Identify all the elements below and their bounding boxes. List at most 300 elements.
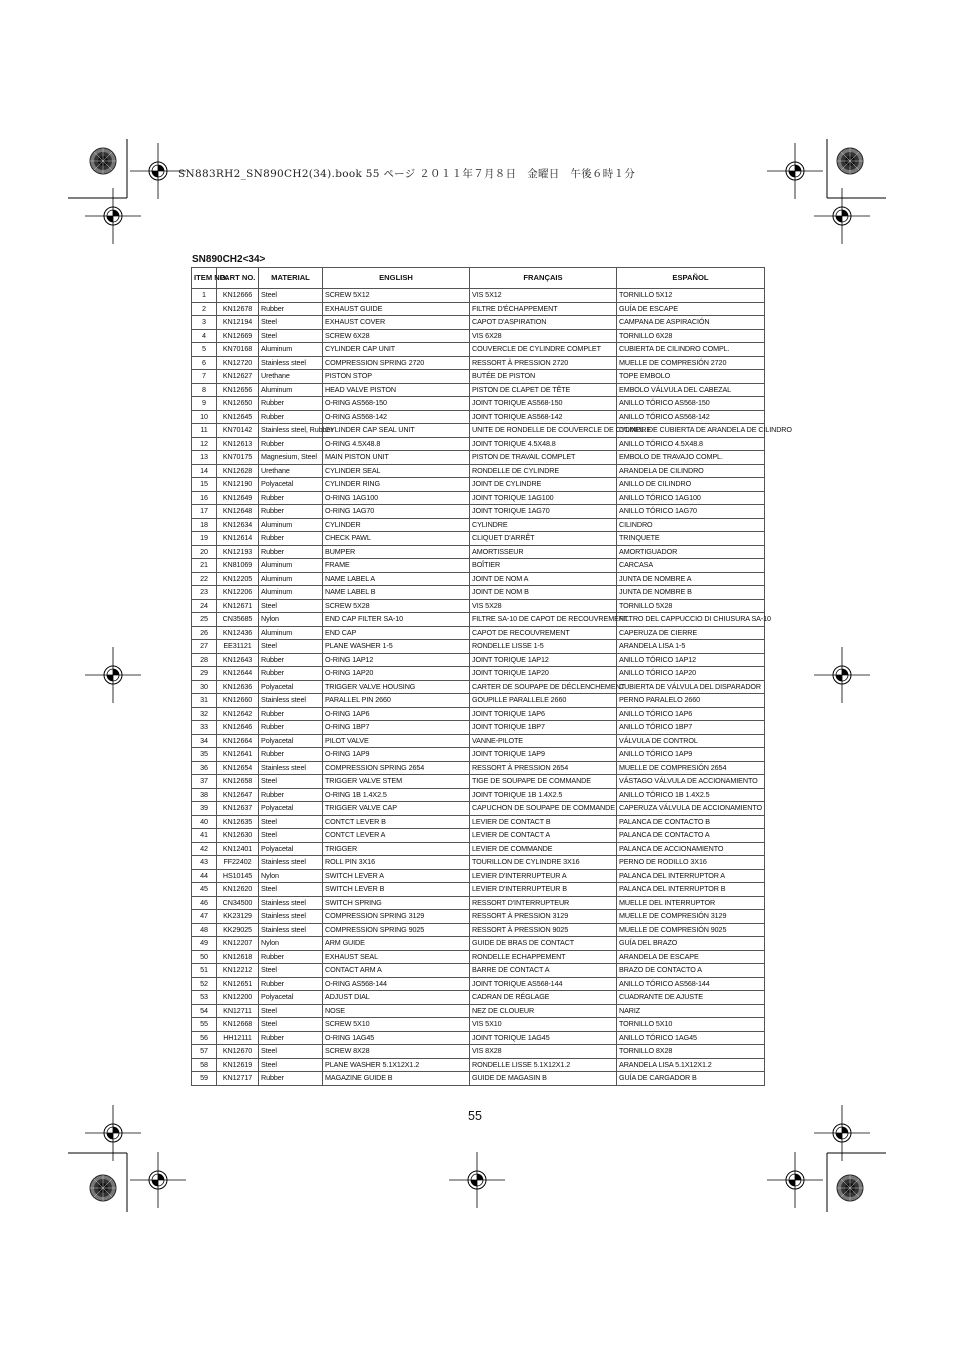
cell-item-no: 19 (192, 532, 217, 546)
table-row (192, 937, 765, 951)
cell-material: Rubber (259, 707, 323, 721)
cell-part-no: KN12194 (217, 316, 259, 330)
cell-francais: JOINT TORIQUE AS568-144 (470, 977, 617, 991)
cell-item-no: 53 (192, 991, 217, 1005)
cell-espanol: PALANCA DE CONTACTO A (617, 829, 765, 843)
cell-francais: RESSORT À PRESSION 9025 (470, 923, 617, 937)
table-row (192, 856, 765, 870)
cell-francais: VANNE-PILOTE (470, 734, 617, 748)
cell-part-no: KN12644 (217, 667, 259, 681)
table-row (192, 478, 765, 492)
table-row (192, 761, 765, 775)
cell-espanol: MUELLE DEL INTERRUPTOR (617, 896, 765, 910)
cell-part-no: KN81069 (217, 559, 259, 573)
cell-english: TRIGGER (323, 842, 470, 856)
cell-item-no: 3 (192, 316, 217, 330)
cell-francais: JOINT DE NOM B (470, 586, 617, 600)
cell-english: O-RING AS568-150 (323, 397, 470, 411)
cell-part-no: KN12717 (217, 1072, 259, 1086)
cell-material: Stainless steel, Rubber (259, 424, 323, 438)
cell-francais: JOINT TORIQUE 1AG45 (470, 1031, 617, 1045)
cell-english: ROLL PIN 3X16 (323, 856, 470, 870)
cell-item-no: 55 (192, 1018, 217, 1032)
table-row (192, 721, 765, 735)
cell-english: O-RING 1AG70 (323, 505, 470, 519)
cell-part-no: KN12620 (217, 883, 259, 897)
cell-english: COMPRESSION SPRING 2720 (323, 356, 470, 370)
cell-part-no: KN12190 (217, 478, 259, 492)
cell-english: SWITCH LEVER B (323, 883, 470, 897)
cell-english: CYLINDER SEAL (323, 464, 470, 478)
cell-item-no: 13 (192, 451, 217, 465)
cell-espanol: TORNILLO 5X10 (617, 1018, 765, 1032)
cell-espanol: ANILLO DE CILINDRO (617, 478, 765, 492)
cell-english: SCREW 5X12 (323, 289, 470, 303)
table-row (192, 775, 765, 789)
cell-francais: GUIDE DE MAGASIN B (470, 1072, 617, 1086)
cell-francais: LEVIER DE CONTACT A (470, 829, 617, 843)
cell-part-no: KN12664 (217, 734, 259, 748)
table-row (192, 694, 765, 708)
cell-espanol: ANILLO TÓRICO 1AP6 (617, 707, 765, 721)
table-row (192, 316, 765, 330)
cell-material: Stainless steel (259, 910, 323, 924)
cell-material: Rubber (259, 748, 323, 762)
cell-english: TRIGGER VALVE CAP (323, 802, 470, 816)
cell-francais: PISTON DE CLAPET DE TÊTE (470, 383, 617, 397)
cell-item-no: 41 (192, 829, 217, 843)
table-row (192, 869, 765, 883)
cell-espanol: ANILLO TÓRICO AS568-150 (617, 397, 765, 411)
cell-part-no: KN12618 (217, 950, 259, 964)
cell-espanol: CILINDRO (617, 518, 765, 532)
cell-francais: JOINT TORIQUE 1AP12 (470, 653, 617, 667)
cell-espanol: ANILLO TÓRICO 1AG100 (617, 491, 765, 505)
cell-part-no: KN12650 (217, 397, 259, 411)
table-row (192, 329, 765, 343)
cell-espanol: TORNILLO 6X28 (617, 329, 765, 343)
cell-english: EXHAUST COVER (323, 316, 470, 330)
cell-english: O-RING 1B 1.4X2.5 (323, 788, 470, 802)
table-row (192, 653, 765, 667)
cell-english: NOSE (323, 1004, 470, 1018)
cell-espanol: TORNILLO 8X28 (617, 1045, 765, 1059)
table-row (192, 788, 765, 802)
cell-item-no: 50 (192, 950, 217, 964)
cell-espanol: MUELLE DE COMPRESIÓN 2720 (617, 356, 765, 370)
table-row (192, 991, 765, 1005)
cell-item-no: 29 (192, 667, 217, 681)
cell-item-no: 39 (192, 802, 217, 816)
cell-item-no: 32 (192, 707, 217, 721)
parts-table-body (192, 289, 792, 1086)
col-header-material: MATERIAL (259, 268, 323, 289)
cell-material: Rubber (259, 397, 323, 411)
cell-espanol: CAPERUZA VÁLVULA DE ACCIONAMIENTO (617, 802, 765, 816)
cell-espanol: AMORTIGUADOR (617, 545, 765, 559)
cell-part-no: KN12658 (217, 775, 259, 789)
cell-espanol: CUBIERTA DE CILINDRO COMPL. (617, 343, 765, 357)
cell-english: BUMPER (323, 545, 470, 559)
cell-material: Rubber (259, 437, 323, 451)
cell-francais: LEVIER DE CONTACT B (470, 815, 617, 829)
cell-espanol: ANILLO TÓRICO 1AP9 (617, 748, 765, 762)
cell-espanol: TORNILLO 5X12 (617, 289, 765, 303)
cell-material: Steel (259, 829, 323, 843)
cell-espanol: BRAZO DE CONTACTO A (617, 964, 765, 978)
table-row (192, 842, 765, 856)
cell-english: CYLINDER CAP SEAL UNIT (323, 424, 470, 438)
cell-francais: RESSORT À PRESSION 3129 (470, 910, 617, 924)
cell-english: SWITCH LEVER A (323, 869, 470, 883)
table-row (192, 532, 765, 546)
cell-material: Rubber (259, 653, 323, 667)
cell-material: Steel (259, 775, 323, 789)
cell-part-no: KN12614 (217, 532, 259, 546)
cell-material: Rubber (259, 977, 323, 991)
cell-part-no: KN12647 (217, 788, 259, 802)
cell-item-no: 57 (192, 1045, 217, 1059)
table-row (192, 802, 765, 816)
cell-part-no: KN12193 (217, 545, 259, 559)
cell-espanol: ANILLO TÓRICO 1AG70 (617, 505, 765, 519)
cell-material: Rubber (259, 505, 323, 519)
cell-francais: RONDELLE DE CYLINDRE (470, 464, 617, 478)
cell-part-no: KN12711 (217, 1004, 259, 1018)
cell-item-no: 24 (192, 599, 217, 613)
cell-item-no: 9 (192, 397, 217, 411)
cell-part-no: KN12666 (217, 289, 259, 303)
cell-item-no: 58 (192, 1058, 217, 1072)
cell-item-no: 49 (192, 937, 217, 951)
table-row (192, 572, 765, 586)
cell-english: O-RING 1AP6 (323, 707, 470, 721)
cell-item-no: 42 (192, 842, 217, 856)
col-header-espanol: ESPAÑOL (617, 268, 765, 289)
table-row (192, 1018, 765, 1032)
table-row (192, 505, 765, 519)
table-row (192, 437, 765, 451)
cell-material: Steel (259, 329, 323, 343)
cell-material: Stainless steel (259, 856, 323, 870)
cell-english: EXHAUST GUIDE (323, 302, 470, 316)
cell-part-no: KN12678 (217, 302, 259, 316)
cell-english: CONTCT LEVER B (323, 815, 470, 829)
cell-english: TRIGGER VALVE HOUSING (323, 680, 470, 694)
cell-francais: JOINT TORIQUE AS568-142 (470, 410, 617, 424)
cell-english: NAME LABEL A (323, 572, 470, 586)
cell-material: Steel (259, 1058, 323, 1072)
cell-francais: GOUPILLE PARALLELE 2660 (470, 694, 617, 708)
cell-item-no: 51 (192, 964, 217, 978)
table-row (192, 410, 765, 424)
cell-espanol: FILTRO DEL CAPPUCCIO DI CHIUSURA SA-10 (617, 613, 765, 627)
table-row (192, 815, 765, 829)
cell-item-no: 15 (192, 478, 217, 492)
cell-espanol: GUÍA DEL BRAZO (617, 937, 765, 951)
cell-espanol: ANILLO TÓRICO 1AG45 (617, 1031, 765, 1045)
cell-francais: BUTÉE DE PISTON (470, 370, 617, 384)
document-title: SN890CH2<34> (192, 254, 266, 265)
cell-part-no: KN12669 (217, 329, 259, 343)
cell-item-no: 36 (192, 761, 217, 775)
cell-francais: PISTON DE TRAVAIL COMPLET (470, 451, 617, 465)
cell-francais: VIS 5X28 (470, 599, 617, 613)
table-row (192, 383, 765, 397)
cell-item-no: 56 (192, 1031, 217, 1045)
cell-espanol: CAPERUZA DE CIERRE (617, 626, 765, 640)
cell-francais: JOINT TORIQUE 1AP9 (470, 748, 617, 762)
table-row (192, 370, 765, 384)
cell-part-no: KN12649 (217, 491, 259, 505)
cell-item-no: 18 (192, 518, 217, 532)
cell-espanol: EMBOLO DE TRAVAJO COMPL. (617, 451, 765, 465)
cell-espanol: ANILLO TÓRICO 1AP20 (617, 667, 765, 681)
cell-material: Stainless steel (259, 896, 323, 910)
col-header-item-no: ITEM NO. (192, 268, 217, 289)
cell-francais: JOINT DE NOM A (470, 572, 617, 586)
corner-marks-top-right (767, 139, 886, 244)
table-row (192, 829, 765, 843)
cell-francais: FILTRE D'ÉCHAPPEMENT (470, 302, 617, 316)
cell-francais: CARTER DE SOUPAPE DE DÉCLENCHEMENT (470, 680, 617, 694)
cell-english: O-RING AS568-144 (323, 977, 470, 991)
cell-part-no: KN12630 (217, 829, 259, 843)
cell-item-no: 44 (192, 869, 217, 883)
cell-francais: TOURILLON DE CYLINDRE 3X16 (470, 856, 617, 870)
cell-espanol: ANILLO TÓRICO 1AP12 (617, 653, 765, 667)
cell-item-no: 16 (192, 491, 217, 505)
cell-material: Steel (259, 815, 323, 829)
table-row (192, 680, 765, 694)
cell-item-no: 1 (192, 289, 217, 303)
cell-espanol: TRINQUETE (617, 532, 765, 546)
cell-espanol: ANILLO TÓRICO 1B 1.4X2.5 (617, 788, 765, 802)
cell-item-no: 2 (192, 302, 217, 316)
cell-material: Aluminum (259, 559, 323, 573)
table-row (192, 302, 765, 316)
cell-item-no: 47 (192, 910, 217, 924)
cell-francais: RESSORT D'INTERRUPTEUR (470, 896, 617, 910)
cell-part-no: KN12720 (217, 356, 259, 370)
cell-francais: VIS 5X10 (470, 1018, 617, 1032)
cell-part-no: KK23129 (217, 910, 259, 924)
table-row (192, 491, 765, 505)
cell-part-no: EE31121 (217, 640, 259, 654)
cell-espanol: PALANCA DE CONTACTO B (617, 815, 765, 829)
cell-item-no: 33 (192, 721, 217, 735)
cell-item-no: 43 (192, 856, 217, 870)
cell-english: ARM GUIDE (323, 937, 470, 951)
cell-espanol: MUELLE DE COMPRESIÓN 9025 (617, 923, 765, 937)
cell-part-no: KN12642 (217, 707, 259, 721)
table-row (192, 613, 765, 627)
cell-espanol: TORNILLO 5X28 (617, 599, 765, 613)
table-row (192, 1058, 765, 1072)
table-row (192, 964, 765, 978)
cell-francais: CAPOT D'ASPIRATION (470, 316, 617, 330)
cell-material: Steel (259, 883, 323, 897)
cell-material: Stainless steel (259, 694, 323, 708)
cell-english: PLANE WASHER 1-5 (323, 640, 470, 654)
table-row (192, 1031, 765, 1045)
cell-material: Steel (259, 289, 323, 303)
cell-english: ADJUST DIAL (323, 991, 470, 1005)
table-row (192, 289, 765, 303)
cell-francais: JOINT TORIQUE 1BP7 (470, 721, 617, 735)
cell-item-no: 11 (192, 424, 217, 438)
cell-part-no: KN12648 (217, 505, 259, 519)
cell-material: Nylon (259, 869, 323, 883)
table-row (192, 599, 765, 613)
table-row (192, 1004, 765, 1018)
cell-francais: RESSORT À PRESSION 2720 (470, 356, 617, 370)
cell-english: END CAP (323, 626, 470, 640)
cell-english: O-RING 1AP9 (323, 748, 470, 762)
cell-part-no: KN12637 (217, 802, 259, 816)
cell-english: SCREW 5X28 (323, 599, 470, 613)
cell-material: Steel (259, 640, 323, 654)
cell-item-no: 23 (192, 586, 217, 600)
cell-part-no: KN12619 (217, 1058, 259, 1072)
cell-material: Steel (259, 1018, 323, 1032)
cell-espanol: GUÍA DE CARGADOR B (617, 1072, 765, 1086)
cell-francais: CLIQUET D'ARRÊT (470, 532, 617, 546)
cell-francais: JOINT TORIQUE 1AG70 (470, 505, 617, 519)
cell-francais: LEVIER D'INTERRUPTEUR A (470, 869, 617, 883)
table-row (192, 424, 765, 438)
cell-francais: NEZ DE CLOUEUR (470, 1004, 617, 1018)
cell-material: Rubber (259, 721, 323, 735)
table-row (192, 667, 765, 681)
cell-item-no: 40 (192, 815, 217, 829)
cell-part-no: KN70142 (217, 424, 259, 438)
cell-material: Aluminum (259, 518, 323, 532)
cell-english: COMPRESSION SPRING 2654 (323, 761, 470, 775)
cell-english: MAIN PISTON UNIT (323, 451, 470, 465)
cell-material: Polyacetal (259, 802, 323, 816)
cell-part-no: KK29025 (217, 923, 259, 937)
cell-english: END CAP FILTER SA-10 (323, 613, 470, 627)
cell-espanol: JUNTA DE NOMBRE B (617, 586, 765, 600)
cell-francais: BOÎTIER (470, 559, 617, 573)
cell-english: SWITCH SPRING (323, 896, 470, 910)
cell-espanol: JUNTA DE NOMBRE A (617, 572, 765, 586)
cell-item-no: 5 (192, 343, 217, 357)
cell-part-no: HH12111 (217, 1031, 259, 1045)
cell-english: O-RING AS568-142 (323, 410, 470, 424)
cell-part-no: KN12671 (217, 599, 259, 613)
cell-espanol: CAMPANA DE ASPIRACIÓN (617, 316, 765, 330)
col-header-francais: FRANÇAIS (470, 268, 617, 289)
cell-material: Steel (259, 599, 323, 613)
cell-material: Nylon (259, 937, 323, 951)
cell-item-no: 20 (192, 545, 217, 559)
cell-english: HEAD VALVE PISTON (323, 383, 470, 397)
col-header-english: ENGLISH (323, 268, 470, 289)
cell-material: Rubber (259, 545, 323, 559)
cell-material: Aluminum (259, 383, 323, 397)
cell-item-no: 54 (192, 1004, 217, 1018)
cell-english: O-RING 1BP7 (323, 721, 470, 735)
cell-part-no: KN12668 (217, 1018, 259, 1032)
table-row (192, 518, 765, 532)
cell-part-no: KN12670 (217, 1045, 259, 1059)
cell-part-no: KN12634 (217, 518, 259, 532)
cell-material: Stainless steel (259, 761, 323, 775)
cell-material: Steel (259, 964, 323, 978)
cell-item-no: 48 (192, 923, 217, 937)
cell-english: O-RING 1AP20 (323, 667, 470, 681)
table-row (192, 545, 765, 559)
cell-francais: COUVERCLE DE CYLINDRE COMPLET (470, 343, 617, 357)
cell-material: Stainless steel (259, 356, 323, 370)
table-row (192, 896, 765, 910)
cell-espanol: PERNO PARALELO 2660 (617, 694, 765, 708)
cell-english: O-RING 1AP12 (323, 653, 470, 667)
cell-part-no: HS10145 (217, 869, 259, 883)
cell-item-no: 6 (192, 356, 217, 370)
cell-part-no: KN12635 (217, 815, 259, 829)
cell-part-no: KN12645 (217, 410, 259, 424)
print-header: SN883RH2_SN890CH2(34).book 55 ページ ２０１１年７月８日 金曜日 午後６時１分 (178, 168, 636, 180)
cell-espanol: VÁSTAGO VÁLVULA DE ACCIONAMIENTO (617, 775, 765, 789)
cell-part-no: FF22402 (217, 856, 259, 870)
cell-francais: RONDELLE LISSE 5.1X12X1.2 (470, 1058, 617, 1072)
cell-english: COMPRESSION SPRING 9025 (323, 923, 470, 937)
cell-material: Aluminum (259, 626, 323, 640)
cell-material: Rubber (259, 302, 323, 316)
table-row (192, 977, 765, 991)
cell-part-no: KN12641 (217, 748, 259, 762)
col-header-part-no: PART NO. (217, 268, 259, 289)
cell-part-no: KN12205 (217, 572, 259, 586)
cell-part-no: KN12654 (217, 761, 259, 775)
cell-material: Rubber (259, 788, 323, 802)
cell-espanol: CUADRANTE DE AJUSTE (617, 991, 765, 1005)
table-row (192, 640, 765, 654)
cell-part-no: KN12200 (217, 991, 259, 1005)
cell-item-no: 45 (192, 883, 217, 897)
cell-part-no: KN12636 (217, 680, 259, 694)
cell-english: O-RING 1AG45 (323, 1031, 470, 1045)
cell-espanol: ANILLO TÓRICO AS568-142 (617, 410, 765, 424)
cell-espanol: GUÍA DE ESCAPE (617, 302, 765, 316)
cell-francais: JOINT TORIQUE 4.5X48.8 (470, 437, 617, 451)
table-row (192, 910, 765, 924)
cell-espanol: ARANDELA LISA 5.1X12X1.2 (617, 1058, 765, 1072)
cell-espanol: PALANCA DEL INTERRUPTOR A (617, 869, 765, 883)
page-number: 55 (468, 1109, 482, 1123)
cell-english: NAME LABEL B (323, 586, 470, 600)
cell-part-no: KN12436 (217, 626, 259, 640)
cell-part-no: KN12660 (217, 694, 259, 708)
cell-english: PARALLEL PIN 2660 (323, 694, 470, 708)
cell-part-no: KN12646 (217, 721, 259, 735)
cell-espanol: MUELLE DE COMPRESIÓN 2654 (617, 761, 765, 775)
cell-francais: RONDELLE LISSE 1-5 (470, 640, 617, 654)
cell-espanol: PERNO DE RODILLO 3X16 (617, 856, 765, 870)
cell-francais: CAPOT DE RECOUVREMENT (470, 626, 617, 640)
cell-part-no: KN12643 (217, 653, 259, 667)
cell-francais: VIS 8X28 (470, 1045, 617, 1059)
cell-material: Polyacetal (259, 991, 323, 1005)
cell-part-no: KN12401 (217, 842, 259, 856)
cell-material: Aluminum (259, 343, 323, 357)
cell-material: Polyacetal (259, 842, 323, 856)
cell-material: Rubber (259, 667, 323, 681)
cell-espanol: PALANCA DEL INTERRUPTOR B (617, 883, 765, 897)
